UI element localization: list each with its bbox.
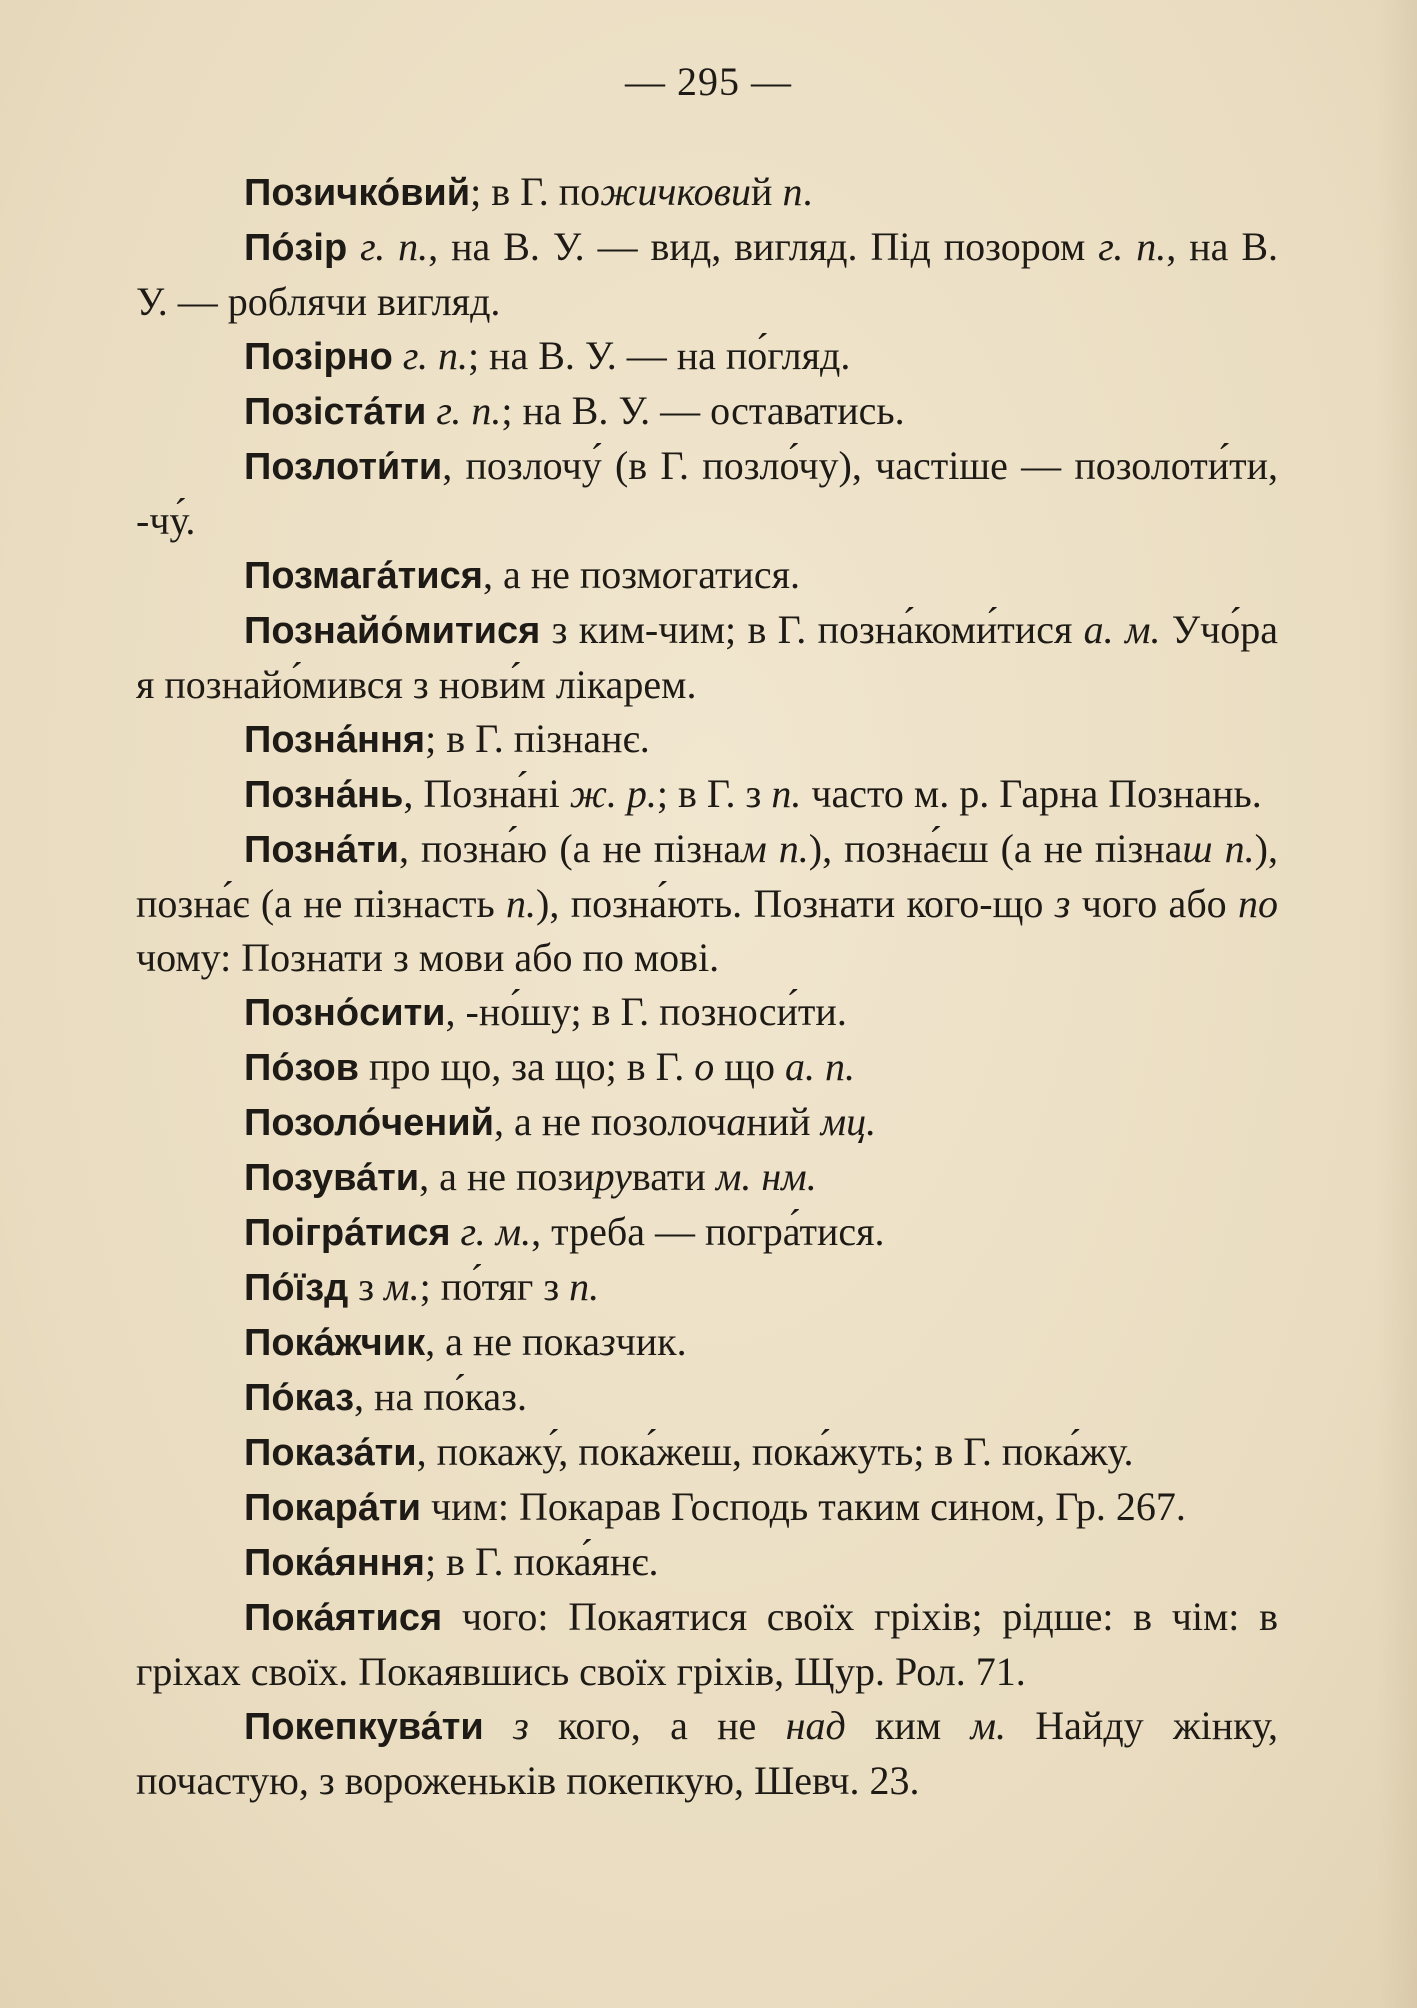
dictionary-entry (136, 439, 1278, 548)
dictionary-entry (136, 1699, 1278, 1808)
entry-italic-text: м. (384, 1264, 420, 1309)
entry-text: вати (631, 1154, 716, 1199)
entry-text: чик. (615, 1319, 687, 1364)
entry-headword: По́каз (244, 1377, 355, 1419)
entry-headword: Поігра́тися (244, 1212, 451, 1254)
entry-italic-text: п. (506, 881, 537, 926)
dictionary-entry (136, 1590, 1278, 1699)
dictionary-entry (136, 1370, 1278, 1425)
entry-italic-text: ж. р. (569, 771, 657, 816)
entry-text (451, 1209, 461, 1254)
dictionary-entry (136, 548, 1278, 603)
entry-italic-text: г. п. (360, 224, 429, 269)
entry-headword: Позлоти́ти (244, 446, 443, 488)
entry-text: , на В. У. — вид, вигляд. Під позором (428, 224, 1099, 269)
entry-italic-text: г. м. (460, 1209, 532, 1254)
entry-headword: Позичко́вий (244, 172, 471, 214)
entry-text: з ким-чим; в Г. позна́коми́тися (540, 607, 1084, 652)
entry-text: часто м. р. Гарна Познань. (801, 771, 1262, 816)
entry-text: , а не позолоч (493, 1099, 727, 1144)
entry-text: ; на В. У. — на по́гляд. (467, 333, 851, 378)
entry-text: , позна́ю (а не пізна (398, 826, 742, 871)
entry-headword: Познайо́митися (244, 610, 541, 652)
entry-text: що (714, 1044, 786, 1089)
entry-text: , а не пока (425, 1319, 601, 1364)
entry-text: з (348, 1264, 385, 1309)
dictionary-entry (136, 1260, 1278, 1315)
dictionary-entry (136, 1535, 1278, 1590)
page-edge-shading (1377, 0, 1417, 2008)
entry-text: чого або (1070, 881, 1238, 926)
entry-italic-text: п. (569, 1264, 600, 1309)
entry-headword: Покара́ти (244, 1487, 421, 1529)
entry-text: кого, а не (528, 1703, 786, 1748)
dictionary-entry (136, 1095, 1278, 1150)
entry-text: чого: Покаятися своїх гріхів; рідше: в чім: в гріхах своїх. Покаявшись своїх гріхів, Щур. Рол. 71. (136, 1594, 1278, 1694)
entry-headword: Пока́ятися (244, 1597, 443, 1639)
entry-text: , на В. У. — роблячи вигляд. (136, 224, 1279, 324)
entry-italic-text: м. нм. (715, 1154, 817, 1199)
entry-text: , а не пози (419, 1154, 595, 1199)
entry-italic-text: м. (970, 1703, 1006, 1748)
entry-text: , Позна́ні (403, 771, 570, 816)
entry-italic-text: з (600, 1319, 616, 1364)
dictionary-entry (136, 822, 1278, 985)
entry-text: ; в Г. пізнанє. (425, 716, 650, 761)
entry-text: Найду жінку, почастую, з вороженьків покепкую, Шевч. 23. (136, 1703, 1279, 1803)
entry-italic-text: ру (594, 1154, 632, 1199)
entry-italic-text: а. м. (1083, 607, 1161, 652)
entry-text (393, 333, 403, 378)
entry-headword: Пока́яння (244, 1542, 425, 1584)
entry-text: чому: Познати з мови або по мові. (136, 935, 720, 980)
entry-italic-text: г. п. (402, 333, 468, 378)
entry-headword: Позно́сити (244, 992, 446, 1034)
entry-text: , треба — погра́тися. (531, 1209, 885, 1254)
entry-text: й (751, 169, 783, 214)
dictionary-entry (136, 1480, 1278, 1535)
entry-headword: Пока́жчик (244, 1322, 426, 1364)
dictionary-entry (136, 1425, 1278, 1480)
dictionary-entry (136, 712, 1278, 767)
dictionary-entry (136, 384, 1278, 439)
dictionary-entry (136, 220, 1278, 329)
entry-italic-text: а (726, 1099, 747, 1144)
entry-headword: Покепкува́ти (244, 1706, 484, 1748)
entry-text: , -но́шу; в Г. позноси́ти. (445, 989, 847, 1034)
dictionary-entry (136, 767, 1278, 822)
dictionary-entry (136, 1315, 1278, 1370)
entry-headword: Показа́ти (244, 1432, 417, 1474)
entry-italic-text: г. п. (1098, 224, 1167, 269)
entry-text (426, 388, 436, 433)
entry-italic-text: ш п. (1182, 826, 1255, 871)
entry-text: ), позна́є (а не пізнасть (136, 826, 1278, 926)
dictionary-entry (136, 603, 1278, 712)
entry-headword: Позува́ти (244, 1157, 420, 1199)
entry-italic-text: з (513, 1703, 529, 1748)
entry-italic-text: над (785, 1703, 846, 1748)
entry-italic-text: п (782, 169, 803, 214)
dictionary-entry (136, 985, 1278, 1040)
entry-headword: По́зір (244, 227, 348, 269)
entry-headword: По́їзд (244, 1267, 349, 1309)
dictionary-entry (136, 329, 1278, 384)
entry-headword: Позірно (244, 336, 393, 378)
entry-text: , покажу́, пока́жеш, пока́жуть; в Г. пока́жу. (416, 1429, 1134, 1474)
entry-text: ; по́тяг з (419, 1264, 570, 1309)
entry-text: ний (746, 1099, 821, 1144)
entry-text: ; в Г. з (656, 771, 772, 816)
entry-text: , а не позм (482, 552, 662, 597)
entry-headword: По́зов (244, 1047, 360, 1089)
entry-italic-text: г. п. (436, 388, 502, 433)
dictionary-entry (136, 165, 1278, 220)
entry-text: ; в Г. по (470, 169, 601, 214)
entry-headword: Позмага́тися (244, 555, 483, 597)
entry-text: ; в Г. пока́янє. (424, 1539, 659, 1584)
entry-list (136, 165, 1278, 1808)
entry-text: , позлочу́ (в Г. позло́чу), частіше — позолоти́ти, -чу́. (136, 443, 1278, 543)
entry-text: ; на В. У. — оставатись. (501, 388, 905, 433)
entry-headword: Позна́ння (244, 719, 426, 761)
dictionary-entry (136, 1040, 1278, 1095)
entry-text: Учо́ра я познайо́мився з нови́м лікарем. (136, 607, 1278, 707)
entry-italic-text: жичкови (600, 169, 752, 214)
entry-headword: Позна́ти (244, 829, 399, 871)
entry-text (347, 224, 360, 269)
entry-italic-text: а. п. (785, 1044, 856, 1089)
entry-italic-text: о (661, 552, 682, 597)
dictionary-entry (136, 1205, 1278, 1260)
entry-text: ким (845, 1703, 971, 1748)
entry-italic-text: з (1054, 881, 1071, 926)
entry-text: , на по́каз. (354, 1374, 527, 1419)
entry-text: гатися. (681, 552, 800, 597)
entry-italic-text: по (1238, 881, 1278, 926)
entry-italic-text: п. (771, 771, 802, 816)
entry-headword: Позна́нь (244, 774, 404, 816)
entry-italic-text: мц. (820, 1099, 877, 1144)
entry-text: чим: Покарав Господь таким сином, Гр. 267. (421, 1484, 1186, 1529)
entry-text: ), позна́єш (а не пізна (808, 826, 1183, 871)
dictionary-entry (136, 1150, 1278, 1205)
entry-italic-text: о (694, 1044, 715, 1089)
entry-headword: Позіста́ти (244, 391, 427, 433)
entry-italic-text: м п. (741, 826, 809, 871)
page-number: — 295 — (625, 59, 792, 104)
entry-text (484, 1703, 513, 1748)
entry-text: про що, за що; в Г. (359, 1044, 695, 1089)
entry-text: ), позна́ють. Познати кого-що (536, 881, 1055, 926)
entry-text: . (802, 169, 813, 214)
entry-headword: Позоло́чений (244, 1102, 494, 1144)
